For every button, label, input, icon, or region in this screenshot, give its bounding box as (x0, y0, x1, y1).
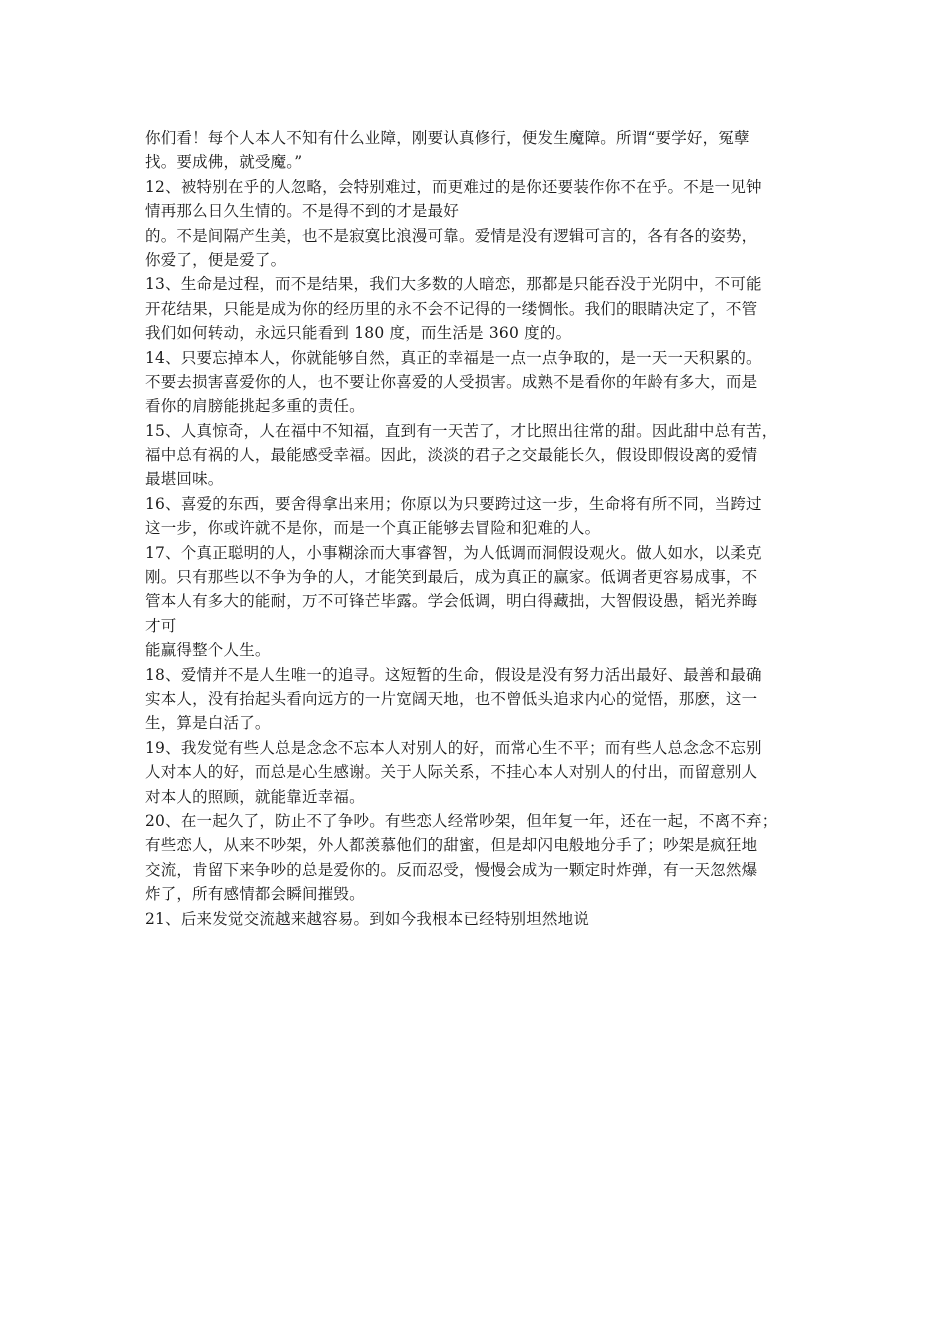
text-line: 20、在一起久了，防止不了争吵。有些恋人经常吵架，但年复一年，还在一起，不离不弃； (145, 811, 778, 830)
text-line: 人对本人的好，而总是心生感谢。关于人际关系，不挂心本人对别人的付出，而留意别人 (145, 763, 758, 782)
text-line: 才可 (145, 616, 177, 635)
document-body (145, 126, 835, 931)
text-line: 不要去损害喜爱你的人，也不要让你喜爱的人受损害。成熟不是看你的年龄有多大，而是 (145, 372, 758, 391)
text-line: 我们如何转动，永远只能看到 180 度，而生活是 360 度的。 (145, 324, 572, 343)
text-line: 刚。只有那些以不争为争的人，才能笑到最后，成为真正的赢家。低调者更容易成事，不 (145, 568, 758, 587)
text-line: 13、生命是过程，而不是结果，我们大多数的人暗恋，那都是只能吞没于光阴中，不可能 (145, 275, 762, 294)
text-line: 你们看！每个人本人不知有什么业障，刚要认真修行，便发生魔障。所谓“要学好，冤孽 (145, 129, 750, 147)
text-line: 能赢得整个人生。 (145, 641, 271, 660)
text-line: 管本人有多大的能耐，万不可锋芒毕露。学会低调，明白得藏拙，大智假设愚，韬光养晦 (145, 592, 758, 611)
text-line: 有些恋人，从来不吵架，外人都羡慕他们的甜蜜，但是却闪电般地分手了；吵架是疯狂地 (145, 836, 758, 855)
text-line: 看你的肩膀能挑起多重的责任。 (145, 397, 365, 416)
text-line: 你爱了，便是爱了。 (145, 250, 287, 269)
text-line: 开花结果，只能是成为你的经历里的永不会不记得的一缕惆怅。我们的眼睛决定了，不管 (145, 299, 758, 318)
text-line: 生，算是白活了。 (145, 714, 271, 733)
text-line: 对本人的照顾，就能靠近幸福。 (145, 787, 365, 806)
text-line: 21、后来发觉交流越来越容易。到如今我根本已经特别坦然地说 (145, 909, 590, 928)
text-line: 最堪回味。 (145, 470, 224, 489)
text-line: 炸了，所有感情都会瞬间摧毁。 (145, 885, 365, 904)
text-line: 17、个真正聪明的人，小事糊涂而大事睿智，为人低调而洞假设观火。做人如水，以柔克 (145, 543, 762, 562)
text-line: 的。不是间隔产生美，也不是寂寞比浪漫可靠。爱情是没有逻辑可言的，各有各的姿势， (145, 226, 758, 245)
text-line: 这一步，你或许就不是你，而是一个真正能够去冒险和犯难的人。 (145, 519, 601, 538)
text-line: 福中总有祸的人，最能感受幸福。因此，淡淡的君子之交最能长久，假设即假设离的爱情 (145, 446, 758, 465)
text-line: 情再那么日久生情的。不是得不到的才是最好 (145, 202, 460, 221)
text-line: 15、人真惊奇，人在福中不知福，直到有一天苦了，才比照出往常的甜。因此甜中总有苦， (145, 421, 778, 440)
text-line: 交流，肯留下来争吵的总是爱你的。反而忍受，慢慢会成为一颗定时炸弹，有一天忽然爆 (145, 860, 758, 879)
text-line: 16、喜爱的东西，要舍得拿出来用；你原以为只要跨过这一步，生命将有所不同，当跨过 (145, 494, 762, 513)
text-line: 14、只要忘掉本人，你就能够自然，真正的幸福是一点一点争取的，是一天一天积累的。 (145, 348, 762, 367)
text-line: 找。要成佛，就受魔。” (145, 153, 303, 172)
text-line: 19、我发觉有些人总是念念不忘本人对别人的好，而常心生不平；而有些人总念念不忘别 (145, 738, 762, 757)
text-line: 实本人，没有抬起头看向远方的一片宽阔天地，也不曾低头追求内心的觉悟，那麽，这一 (145, 689, 758, 708)
text-line: 12、被特别在乎的人忽略，会特别难过，而更难过的是你还要装作你不在乎。不是一见钟 (145, 177, 762, 196)
text-line: 18、爱情并不是人生唯一的追寻。这短暂的生命，假设是没有努力活出最好、最善和最确 (145, 665, 762, 684)
